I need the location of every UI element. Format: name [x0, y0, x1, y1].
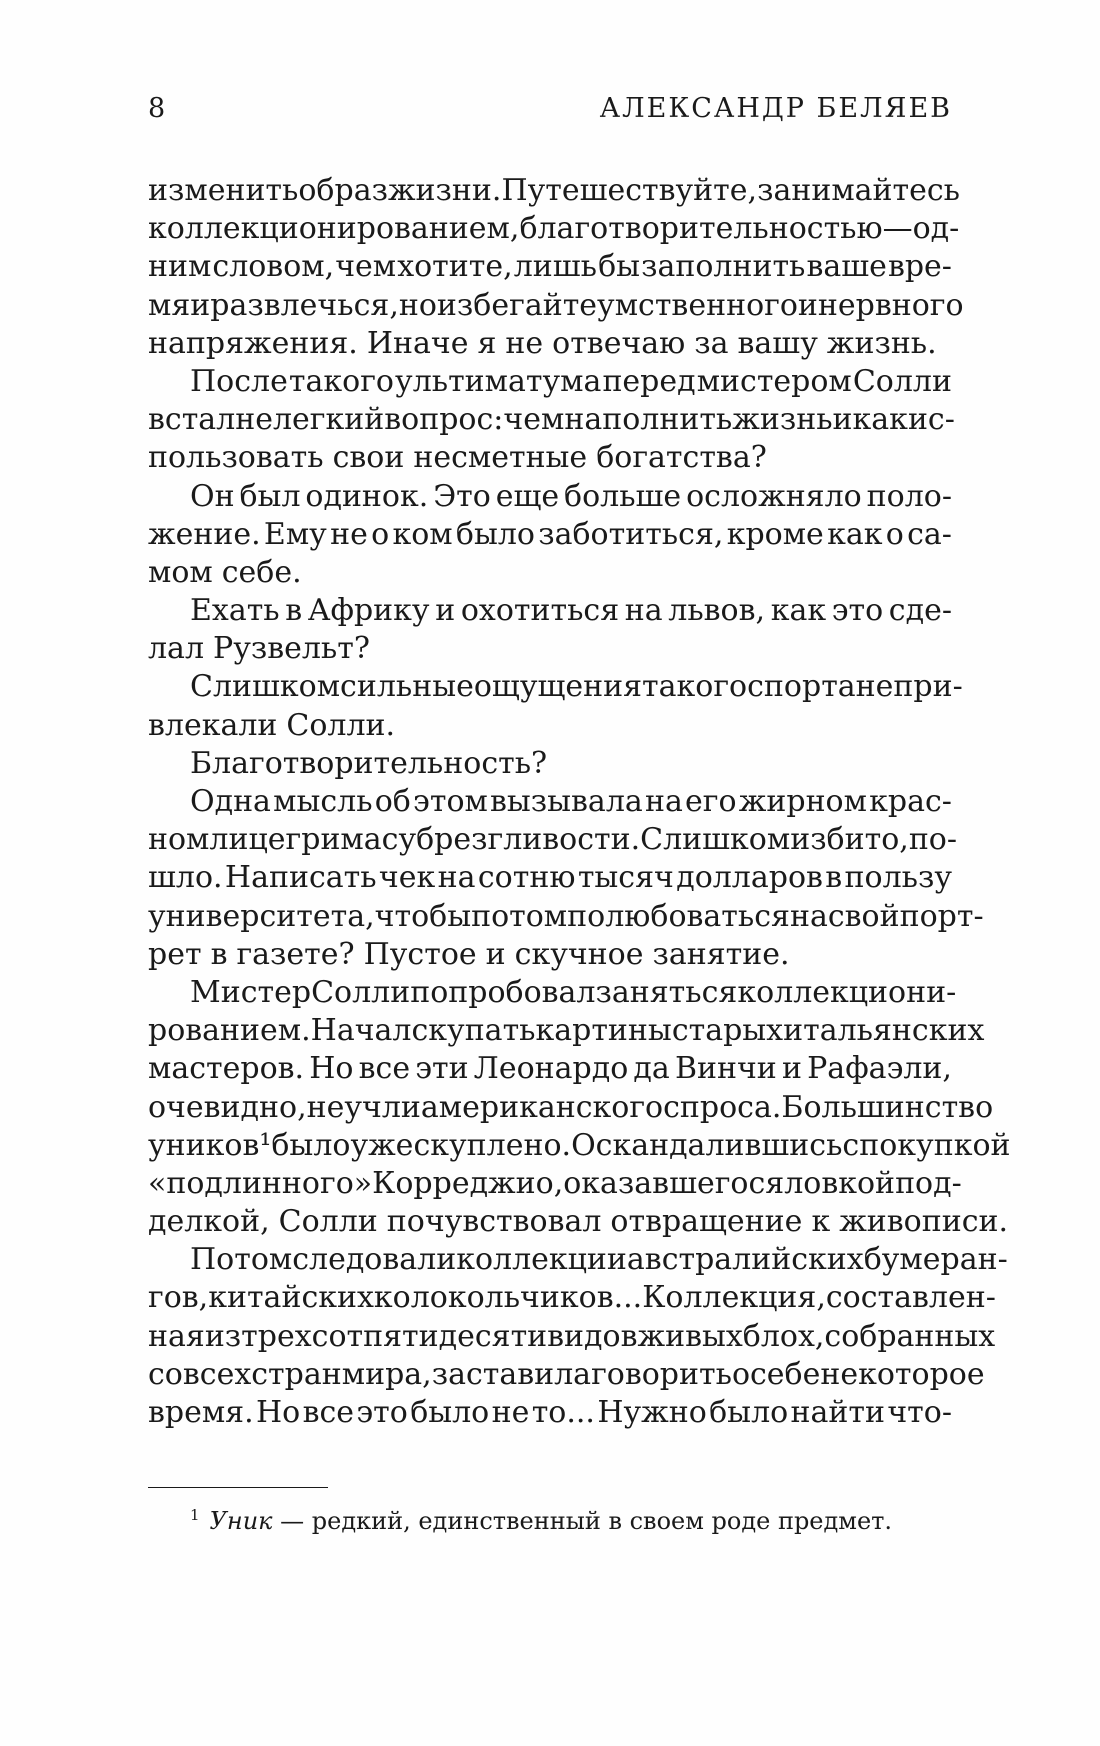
word: скуплено. — [413, 1127, 572, 1163]
word: на — [624, 593, 663, 629]
word: Ехать — [190, 593, 280, 629]
word: лице — [209, 822, 286, 858]
text-line — [148, 1356, 985, 1394]
word: себе. — [221, 554, 302, 590]
text-line — [148, 516, 952, 554]
word: жизни. — [387, 173, 502, 208]
word: занятие. — [652, 936, 790, 972]
text-line — [148, 859, 952, 897]
word: и — [781, 1051, 802, 1087]
word: скучное — [514, 936, 644, 972]
word: трехсот — [241, 1318, 364, 1354]
word: ком — [392, 516, 453, 552]
word: Солли — [852, 363, 952, 399]
word: да — [633, 1051, 670, 1087]
word: од- — [912, 211, 960, 247]
word: избито, — [790, 822, 909, 858]
word: не — [505, 325, 544, 361]
word: ном — [148, 822, 210, 858]
word: охотиться — [460, 593, 620, 629]
word: ним — [148, 249, 212, 285]
word: благотворительностью — [519, 211, 883, 247]
word: с — [842, 1127, 860, 1163]
word: из — [204, 1318, 242, 1354]
word: блох, — [742, 1318, 825, 1354]
word: Солли — [311, 974, 411, 1010]
word: и — [832, 402, 853, 438]
word: не — [306, 1089, 345, 1125]
word: это — [356, 1395, 408, 1430]
word: со — [148, 1356, 183, 1392]
word: австралийских — [626, 1242, 864, 1278]
word: на — [789, 898, 828, 934]
word: на — [437, 860, 476, 896]
word: ощущения — [473, 669, 643, 705]
word: избегайте — [436, 287, 598, 323]
word: наполнить — [564, 402, 733, 438]
word: попробовал — [410, 974, 596, 1010]
word: словом, — [212, 249, 335, 285]
word: был — [239, 478, 301, 514]
word: брезгливости. — [416, 822, 641, 858]
word: мя — [148, 287, 191, 323]
word: отвечаю — [552, 325, 686, 361]
word: как — [770, 593, 827, 629]
text-line — [148, 554, 952, 592]
word: свои — [332, 440, 405, 476]
word: уников¹ — [148, 1127, 272, 1163]
word: вре- — [887, 249, 952, 285]
text-line — [148, 1318, 996, 1356]
word: вопрос: — [384, 402, 504, 438]
word: жирном — [738, 784, 867, 819]
word: об — [374, 784, 411, 819]
text-line — [148, 936, 952, 974]
word: одинок. — [305, 478, 429, 514]
word: себе — [750, 1356, 821, 1392]
word: Но — [309, 1051, 354, 1087]
word: было — [410, 1395, 490, 1430]
word: Оскандалившись — [571, 1127, 843, 1163]
word: Винчи — [674, 1051, 777, 1087]
word: Африку — [307, 593, 430, 629]
word: влекали — [148, 707, 278, 743]
word: такого — [642, 669, 748, 705]
text-line — [148, 668, 963, 706]
word: составлен- — [825, 1280, 996, 1316]
word: Путешествуйте, — [501, 173, 758, 208]
word: лишь — [513, 249, 598, 285]
word: Написать — [224, 860, 377, 896]
word: «подлинного» — [148, 1165, 373, 1201]
word: поло- — [866, 478, 952, 514]
word: я — [477, 325, 497, 361]
word: образ — [298, 173, 388, 208]
word: долларов — [676, 860, 823, 896]
word: мом — [148, 554, 213, 590]
word: не — [855, 669, 894, 705]
word: Нужно — [597, 1395, 707, 1430]
word: было — [455, 516, 535, 552]
word: мистером — [696, 363, 852, 399]
word: Слишком — [190, 669, 341, 705]
word: ловкой — [784, 1165, 896, 1201]
word: эти — [415, 1051, 469, 1087]
word: ная — [148, 1318, 205, 1354]
word: рованием. — [148, 1013, 311, 1049]
word: свой — [827, 898, 900, 934]
word: под- — [895, 1165, 962, 1201]
word: газете? — [236, 936, 355, 972]
word: несметные — [413, 440, 588, 476]
word: не — [491, 1395, 530, 1430]
word: по- — [908, 822, 958, 858]
text-line — [148, 401, 955, 439]
word: оказавшегося — [563, 1165, 785, 1201]
text-line — [148, 363, 952, 401]
word: университета, — [148, 898, 375, 934]
word: бы — [598, 249, 641, 285]
word: очевидно, — [148, 1089, 307, 1125]
word: было — [271, 1127, 351, 1163]
word: Он — [190, 478, 235, 514]
word: полюбоваться — [567, 898, 790, 934]
word: в — [825, 860, 843, 896]
running-head — [148, 92, 952, 126]
body-text — [148, 172, 1011, 1432]
text-line — [148, 783, 952, 821]
text-line — [148, 1241, 1008, 1279]
word: ваше — [806, 249, 887, 285]
word: больше — [564, 478, 682, 514]
footnote-definition: — редкий, единственный в своем роде предмет. — [272, 1507, 893, 1535]
text-line — [148, 439, 952, 477]
page-number: 8 — [148, 93, 166, 124]
word: вашу — [737, 325, 818, 361]
word: не — [330, 516, 368, 552]
word: мастеров. — [148, 1051, 305, 1087]
text-line — [148, 898, 984, 936]
word: время. — [148, 1395, 254, 1430]
word: за — [694, 325, 729, 361]
word: умственного — [597, 287, 798, 323]
word: на — [644, 784, 683, 819]
text-line — [148, 1127, 1011, 1165]
word: Мистер — [190, 974, 312, 1010]
word: напряжения. — [148, 325, 358, 361]
word: о — [731, 1356, 750, 1392]
word: пользовать — [148, 440, 324, 476]
text-line — [148, 325, 952, 363]
word: американского — [420, 1089, 664, 1125]
text-line — [148, 1089, 994, 1127]
word: о — [371, 516, 390, 552]
word: и — [435, 593, 456, 629]
footnote-marker: 1 — [190, 1506, 200, 1524]
word: как — [852, 402, 908, 438]
word: коллекциони- — [737, 974, 957, 1010]
word: нелегкий — [235, 402, 385, 438]
word: ис- — [907, 402, 955, 438]
word: о — [885, 516, 904, 552]
word: Начал — [310, 1013, 412, 1049]
word: Рузвельт? — [213, 631, 370, 667]
text-line — [148, 1279, 996, 1317]
word: заботиться, — [538, 516, 724, 552]
word: гримасу — [285, 822, 417, 858]
word: и — [797, 287, 818, 323]
word: сде- — [888, 593, 952, 629]
word: заставила — [431, 1356, 592, 1392]
word: то... — [531, 1395, 595, 1430]
word: Это — [433, 478, 491, 514]
text-line — [148, 745, 952, 783]
word: Рафаэли, — [807, 1051, 952, 1087]
word: все — [302, 1395, 355, 1430]
word: чем — [503, 402, 565, 438]
word: кроме — [726, 516, 824, 552]
word: заполнить — [641, 249, 806, 285]
word: но — [398, 287, 437, 323]
word: следовали — [292, 1242, 457, 1278]
word: чтобы — [374, 898, 472, 934]
word: жение. — [148, 516, 261, 552]
word: спроса. — [663, 1089, 782, 1125]
word: Слишком — [640, 822, 791, 858]
word: живых — [637, 1318, 743, 1354]
word: колокольчиков... — [373, 1280, 643, 1316]
word: было — [709, 1395, 789, 1430]
text-line — [148, 821, 958, 859]
word: пользу — [844, 860, 952, 896]
text-line — [148, 1165, 962, 1203]
word: этом — [413, 784, 488, 819]
word: Солли. — [286, 707, 396, 743]
word: бумеран- — [863, 1242, 1008, 1278]
word: жизнь. — [826, 325, 937, 361]
word: собранных — [824, 1318, 996, 1354]
footnote — [190, 1505, 910, 1537]
word: чем — [335, 249, 397, 285]
word: развлечься, — [210, 287, 399, 323]
word: Большинство — [781, 1089, 994, 1125]
text-line — [148, 210, 960, 248]
word: са- — [907, 516, 952, 552]
footnote-divider — [148, 1487, 328, 1488]
text-line — [148, 1012, 985, 1050]
word: скупать — [411, 1013, 536, 1049]
word: говорить — [591, 1356, 732, 1392]
word: делкой, — [148, 1204, 270, 1240]
text-line — [148, 974, 957, 1012]
word: встал — [148, 402, 236, 438]
word: при- — [893, 669, 963, 705]
word: пятидесяти — [363, 1318, 548, 1354]
word: коллекции — [456, 1242, 627, 1278]
word: Иначе — [366, 325, 469, 361]
word: Благотворительность? — [190, 745, 548, 781]
word: После — [190, 363, 288, 399]
word: живописи. — [839, 1204, 1009, 1240]
word: гов, — [148, 1280, 209, 1316]
text-line — [148, 1050, 952, 1088]
word: его — [685, 784, 737, 819]
word: Леонардо — [473, 1051, 629, 1087]
word: в — [285, 593, 303, 629]
text-line — [148, 478, 952, 516]
word: стран — [251, 1356, 342, 1392]
word: львов, — [668, 593, 766, 629]
word: осложняло — [686, 478, 862, 514]
word: мира, — [341, 1356, 432, 1392]
text-line — [148, 592, 952, 630]
word: к — [811, 1204, 831, 1240]
word: Коллекция, — [642, 1280, 826, 1316]
word: вызывала — [490, 784, 643, 819]
word: Ему — [263, 516, 327, 552]
word: занимайтесь — [757, 173, 961, 208]
word: заняться — [595, 974, 738, 1010]
word: в — [210, 936, 228, 972]
word: это — [831, 593, 884, 629]
word: Пустое — [363, 936, 477, 972]
word: покупкой — [859, 1127, 1011, 1163]
word: видов — [547, 1318, 638, 1354]
word: Но — [256, 1395, 301, 1430]
word: и — [485, 936, 506, 972]
word: итальянских — [783, 1013, 985, 1049]
word: изменить — [148, 173, 299, 208]
word: мысль — [273, 784, 373, 819]
word: порт- — [899, 898, 984, 934]
text-line — [148, 287, 964, 325]
text-line — [148, 172, 961, 210]
word: Одна — [190, 784, 271, 819]
word: жизнь — [732, 402, 833, 438]
word: Солли — [278, 1204, 378, 1240]
word: почувствовал — [386, 1204, 602, 1240]
word: лал — [148, 631, 205, 667]
word: уже — [350, 1127, 414, 1163]
word: хотите, — [397, 249, 513, 285]
word: найти — [790, 1395, 885, 1430]
word: учли — [344, 1089, 421, 1125]
text-line — [148, 1394, 952, 1432]
text-line — [148, 630, 952, 668]
word: крас- — [869, 784, 952, 819]
running-title: АЛЕКСАНДР БЕЛЯЕВ — [599, 93, 952, 124]
word: тысяч — [577, 860, 674, 896]
word: шло. — [148, 860, 223, 896]
word: рет — [148, 936, 202, 972]
word: и — [190, 287, 211, 323]
word: еще — [495, 478, 560, 514]
footnote-term: Уник — [209, 1507, 273, 1535]
word: потом — [471, 898, 568, 934]
word: как — [827, 516, 883, 552]
word: ультиматума — [395, 363, 602, 399]
text-line — [148, 1203, 1009, 1241]
word: отвращение — [610, 1204, 803, 1240]
word: коллекционированием, — [148, 211, 520, 247]
word: Потом — [190, 1242, 293, 1278]
word: Корреджио, — [372, 1165, 564, 1201]
word: китайских — [208, 1280, 374, 1316]
word: богатства? — [596, 440, 767, 476]
text-line — [148, 248, 952, 286]
word: спорта — [747, 669, 856, 705]
word: перед — [602, 363, 696, 399]
word: сильные — [340, 669, 474, 705]
word: — — [882, 211, 913, 247]
word: некоторое — [820, 1356, 985, 1392]
word: что- — [887, 1395, 952, 1430]
text-line — [148, 707, 952, 745]
word: чек — [378, 860, 436, 896]
word: нервного — [817, 287, 964, 323]
word: сотню — [477, 860, 576, 896]
word: старых — [671, 1013, 784, 1049]
word: все — [358, 1051, 411, 1087]
word: такого — [288, 363, 394, 399]
word: всех — [182, 1356, 252, 1392]
word: картины — [535, 1013, 672, 1049]
